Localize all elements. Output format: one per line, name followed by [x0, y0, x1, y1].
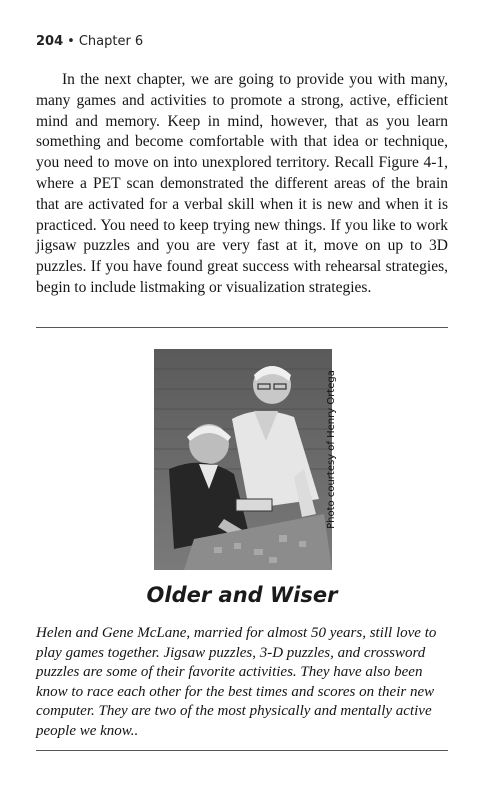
page-number: 204 [36, 34, 64, 49]
header-separator: • [67, 34, 75, 49]
divider-top [36, 327, 448, 328]
caption-title: Older and Wiser [146, 583, 338, 607]
divider-bottom [36, 750, 448, 751]
photo-credit: Photo courtesy of Henry Ortega [326, 370, 337, 529]
couple-puzzle-photo [154, 349, 332, 570]
body-paragraph: In the next chapter, we are going to provide you with many, many games and activities to promote a strong, active, efficient mind and memory. Keep in mind, however, that as you learn something and become comfortable with that idea or technique, you need to move on into unexplored territory. Recall Figure 4-1, where a PET scan demonstrated the different areas of the brain that are activated for a verbal skill when it is new and when it is practiced. You need to keep trying new things. If you like to work jigsaw puzzles and you are very fast at it, move on up to 3D puzzles. If you have found great success with rehearsal strategies, begin to include listmaking or visualization strategies. [36, 71, 448, 296]
running-header [36, 34, 143, 49]
chapter-label: Chapter 6 [78, 34, 144, 49]
caption-text: Helen and Gene McLane, married for almost 50 years, still love to play games together. Jigsaw puzzles, 3-D puzzles, and crossword puzzles are some of their favorite activities. They have also been know to race each other for the best times and scores on their new computer. They are two of the most physically and mentally active people we know.. [36, 625, 437, 739]
